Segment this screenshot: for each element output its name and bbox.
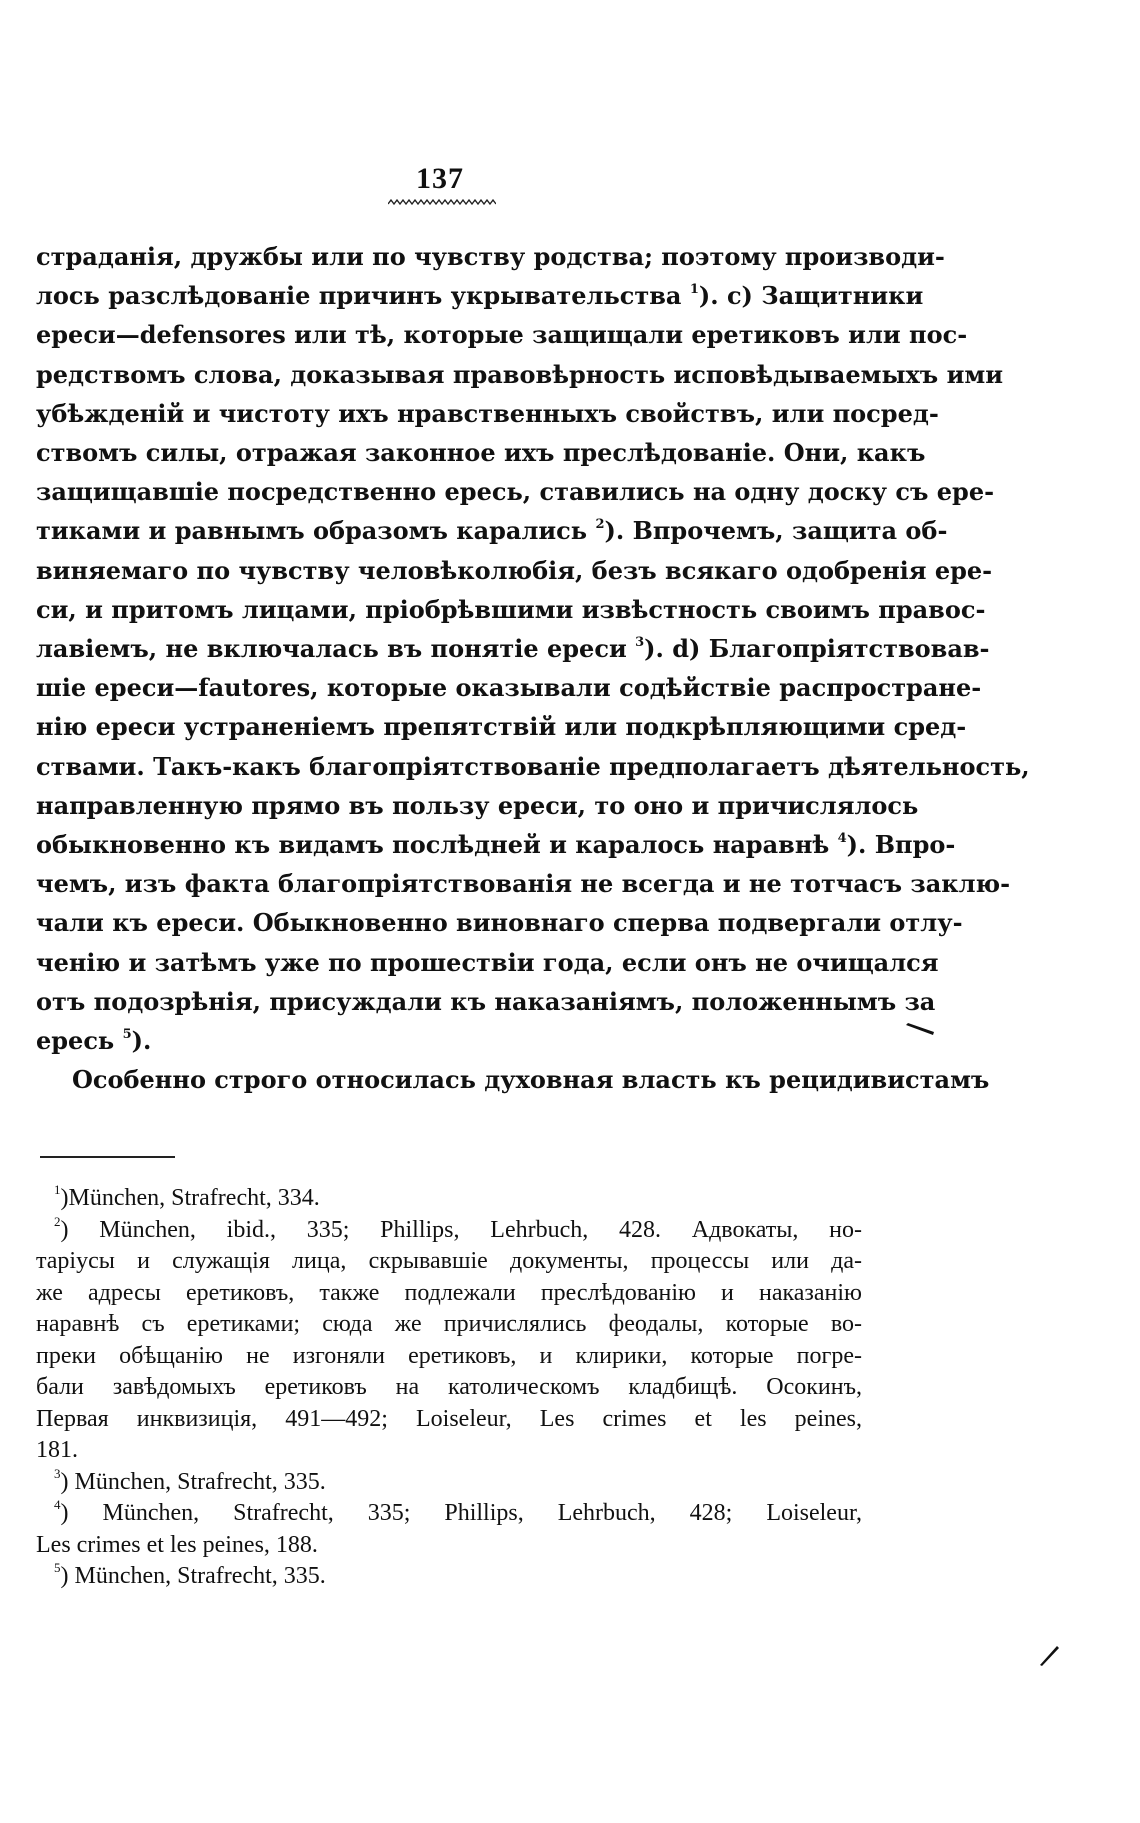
corner-pen-mark <box>1038 1643 1060 1667</box>
footnote-2: $^2$) München, ibid., 335; Phillips, Lehrbuch, 428. Адвокаты, но- таріусы и служащія лица, скрывавшіе документы, процессы или да- же адресы еретиковъ, также подлежали преслѣдованію и наказанію наравнѣ съ еретиками; сюда же причислялись феодалы, которые во- преки обѣщанію не изгоняли еретиковъ, и клирики, которые погре- бали завѣдомыхъ еретиковъ на католическомъ кладбищѣ. Осокинъ, Первая инквизиція, 491—492; Loiseleur, Les crimes et les peines, 181. <box>36 1213 862 1463</box>
text-line: отъ подозрѣнія, присуждали къ наказаніямъ, положеннымъ за <box>36 986 936 1016</box>
footnote-marker: 3 <box>54 1465 61 1481</box>
main-text-block <box>36 237 1030 1099</box>
text-line: защищавшіе посредственно ересь, ставились на одну доску съ ере- <box>36 477 995 507</box>
text-line: обыкновенно къ видамъ послѣдней и каралось наравнѣ $^4$). Впро- <box>36 830 956 860</box>
text-line: ереси—defensores или тѣ, которые защищали еретиковъ или пос- <box>36 320 968 350</box>
footnotes-block <box>36 1183 862 1593</box>
footnote-marker: 4 <box>54 1497 61 1512</box>
footnote-marker: 5 <box>54 1560 61 1575</box>
text-line: си, и притомъ лицами, пріобрѣвшими извѣстность своимъ правос- <box>36 594 986 624</box>
text-line: направленную прямо въ пользу ереси, то оно и причислялось <box>36 790 919 820</box>
text-line: ересь $^5$). <box>36 1026 152 1056</box>
text-line: ченію и затѣмъ уже по прошествіи года, если онъ не очищался <box>36 947 939 977</box>
footnote-ref: 1 <box>689 282 699 298</box>
text-line: Особенно строго относилась духовная власть къ рецидивистамъ <box>72 1065 990 1095</box>
footnote-ref: 3 <box>635 635 645 651</box>
footnote-3: $^3$) München, Strafrecht, 335. <box>54 1465 326 1495</box>
text-line: лавіемъ, не включалась въ понятіе ереси $^3$). d) Благопріятствовав- <box>36 634 990 664</box>
text-line: виняемаго по чувству человѣколюбія, безъ всякаго одобренія ере- <box>36 555 993 585</box>
footnote-ref: 4 <box>837 831 847 847</box>
footnote-1: $^1$)München, Strafrecht, 334. <box>54 1182 320 1211</box>
text-line: ствомъ силы, отражая законное ихъ преслѣдованіе. Они, какъ <box>36 438 926 468</box>
footnote-marker: 1 <box>54 1182 61 1197</box>
footnote-5: $^5$) München, Strafrecht, 335. <box>54 1560 326 1589</box>
footnote-separator <box>40 1156 175 1158</box>
footnote-4: $^4$) München, Strafrecht, 335; Phillips, Lehrbuch, 428; Loiseleur, Les crimes et les peines, 188. <box>36 1497 862 1558</box>
margin-pen-mark <box>905 1022 935 1038</box>
footnote-marker: 2 <box>54 1213 61 1229</box>
page-number: 137 <box>416 162 464 195</box>
text-line: лось разслѣдованіе причинъ укрывательства $^1$). c) Защитники <box>36 281 924 311</box>
footnote-ref: 5 <box>122 1027 132 1043</box>
footnote-ref: 2 <box>595 517 605 533</box>
text-line: шіе ереси—fautores, которые оказывали содѣйствіе распростране- <box>36 673 982 703</box>
page-number-wavy-rule <box>388 198 496 206</box>
text-line: страданія, дружбы или по чувству родства; поэтому производи- <box>36 242 945 271</box>
text-line: редствомъ слова, доказывая правовѣрность исповѣдываемыхъ ими <box>36 359 1004 389</box>
text-line: убѣжденій и чистоту ихъ нравственныхъ свойствъ, или посред- <box>36 398 939 428</box>
text-line: ствами. Такъ-какъ благопріятствованіе предполагаетъ дѣятельность, <box>36 751 1030 781</box>
text-line: тиками и равнымъ образомъ карались $^2$). Впрочемъ, защита об- <box>36 516 948 546</box>
text-line: чемъ, изъ факта благопріятствованія не всегда и не тотчасъ заклю- <box>36 869 1011 899</box>
text-line: чали къ ереси. Обыкновенно виновнаго сперва подвергали отлу- <box>36 908 963 938</box>
text-line: нію ереси устраненіемъ препятствій или подкрѣпляющими сред- <box>36 712 967 742</box>
